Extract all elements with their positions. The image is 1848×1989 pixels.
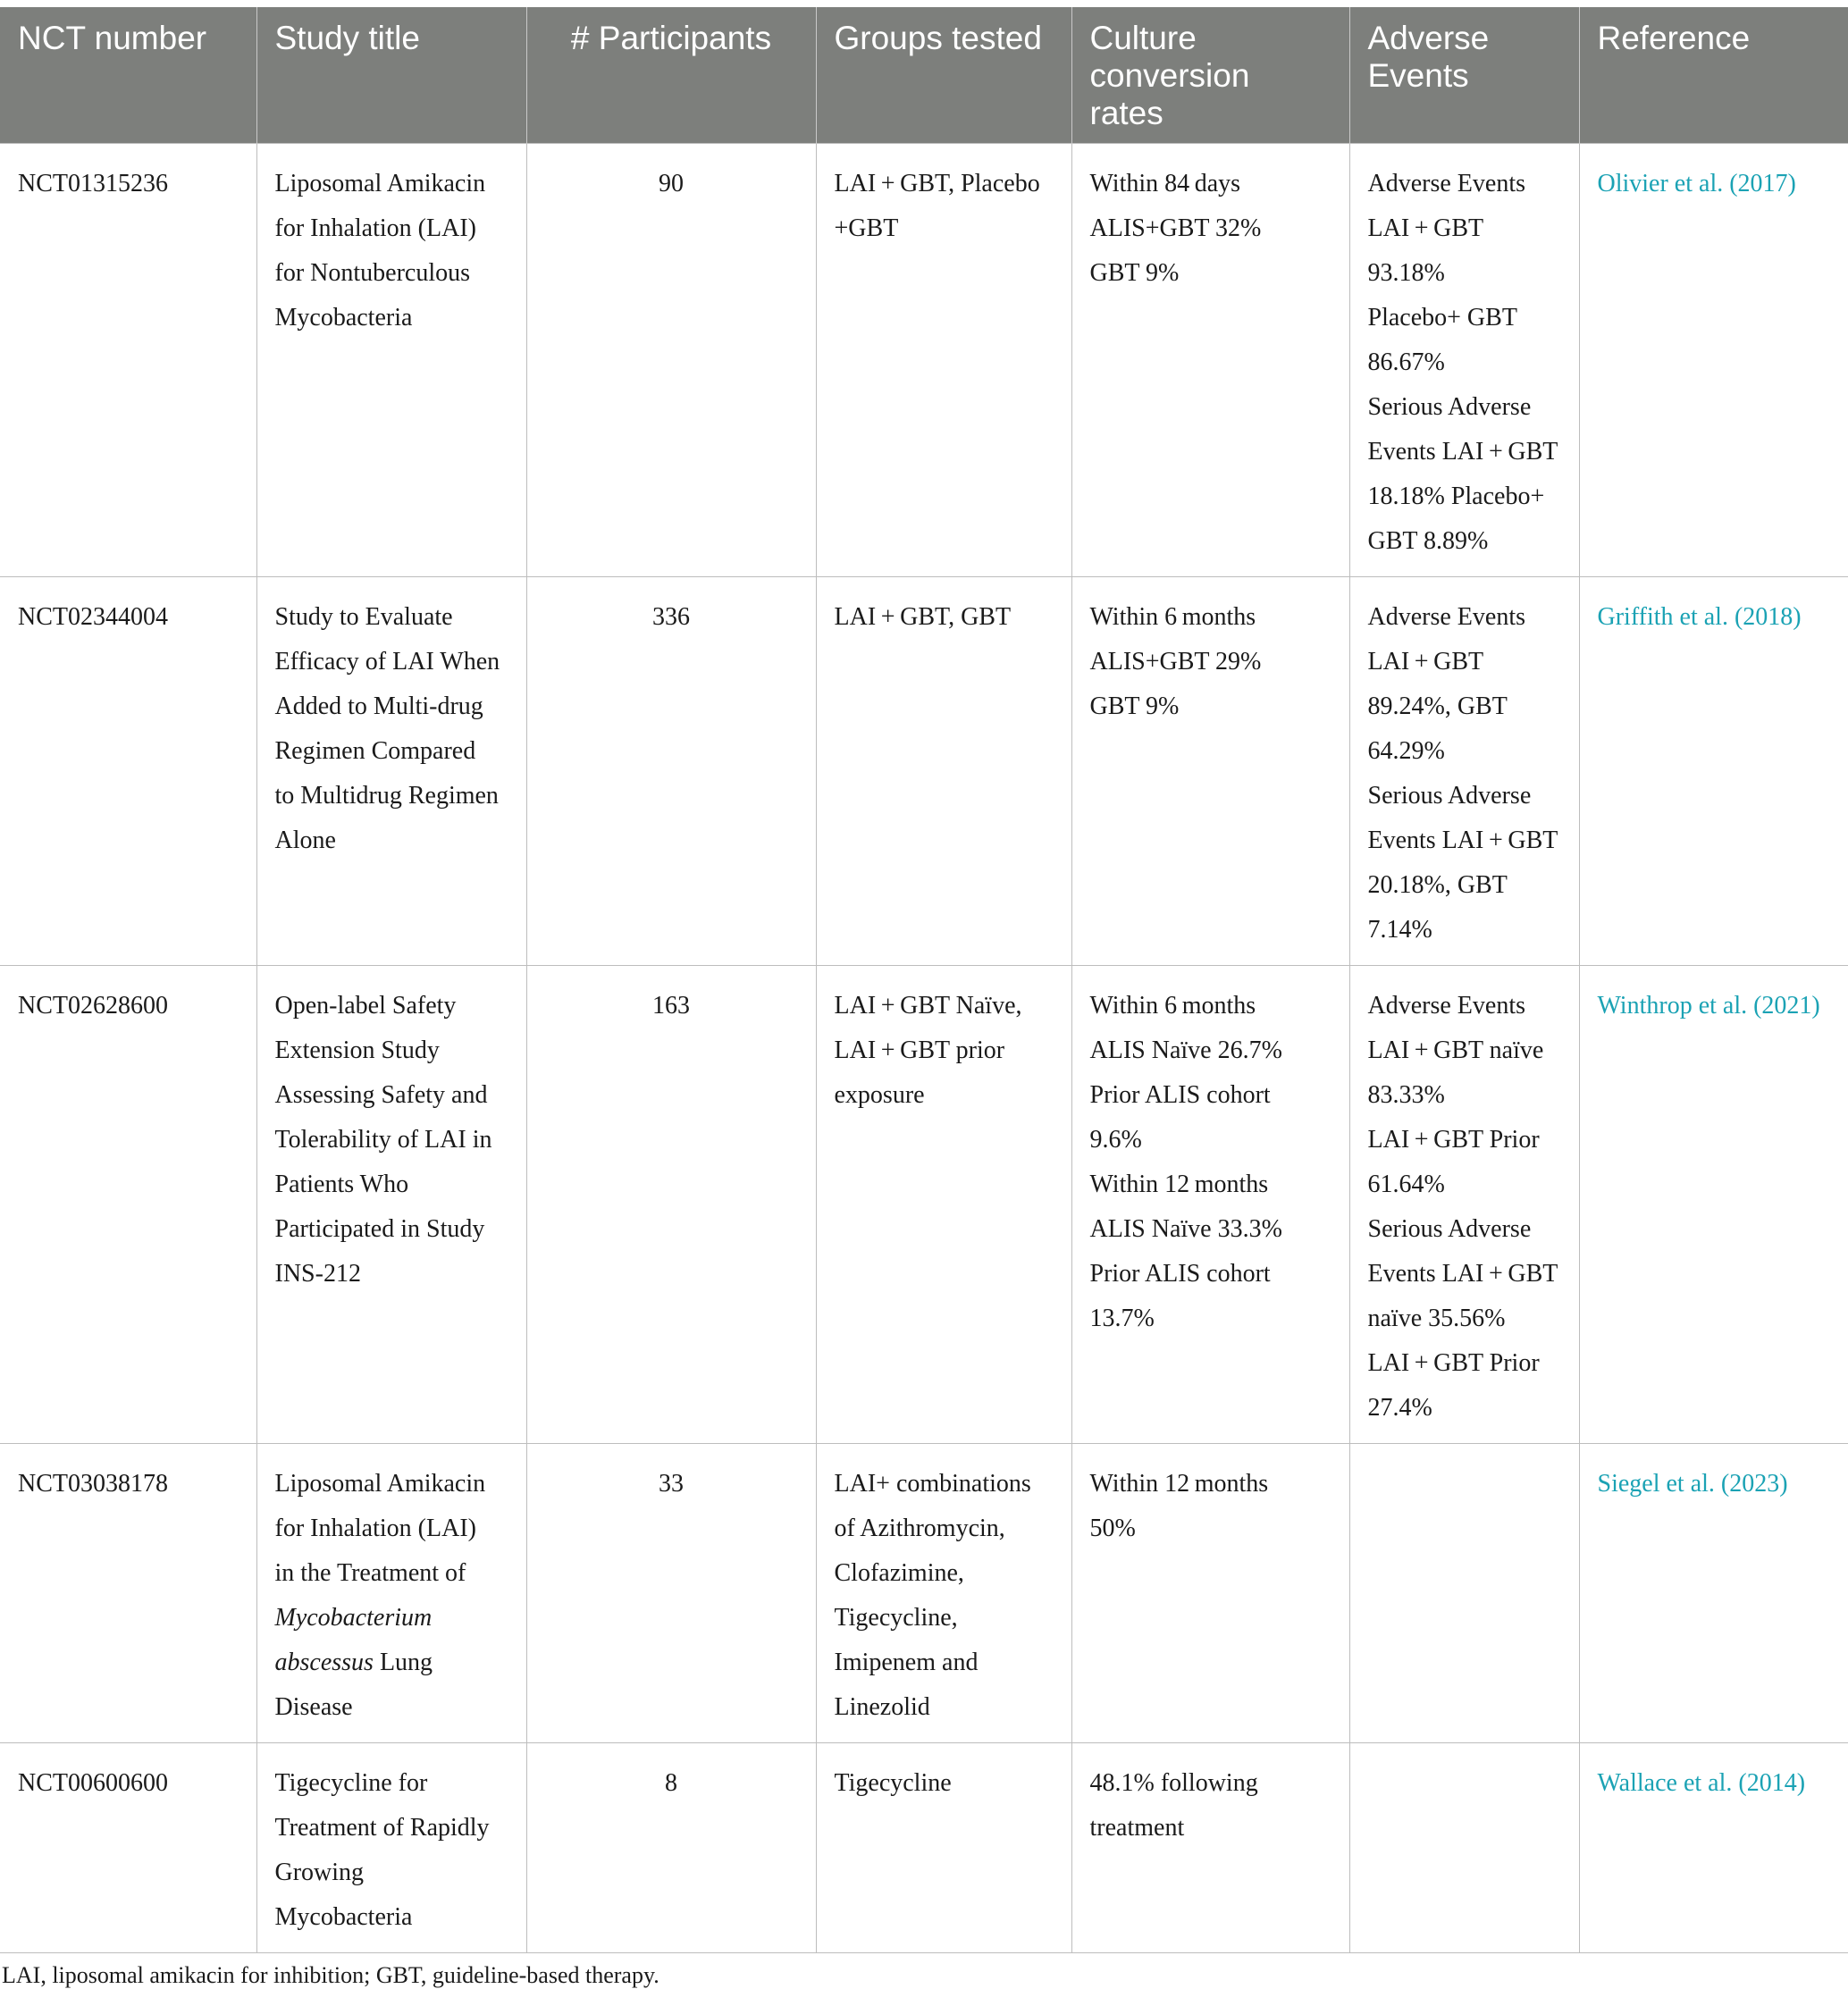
groups-line: exposure [834,1081,925,1109]
culture-conversion-cell [1071,966,1349,1444]
study-title-line: Study to Evaluate [274,603,453,631]
adverse-line: 83.33% [1367,1081,1445,1109]
study-title-line: Open-label Safety [274,992,457,1020]
reference-cell [1579,1444,1848,1743]
adverse-line: 20.18%, GBT [1367,871,1508,899]
nct-number-cell: NCT00600600 [0,1743,256,1953]
participants-cell: 163 [526,966,816,1444]
culture-conversion-cell [1071,1444,1349,1743]
culture-conversion-cell [1071,1743,1349,1953]
header-reference: Reference [1579,7,1848,144]
reference-link[interactable]: Siegel et al. (2023) [1597,1470,1788,1498]
culture-line: Within 12 months [1089,1171,1269,1198]
adverse-events-cell [1349,577,1579,966]
groups-tested-cell [816,144,1071,577]
study-title-line: Extension Study [274,1036,440,1064]
reference-cell [1579,1743,1848,1953]
groups-line: LAI+ combinations [834,1470,1031,1498]
table-footnote: LAI, liposomal amikacin for inhibition; GBT, guideline-based therapy. [2,1962,659,1988]
adverse-line: Adverse Events [1367,170,1526,197]
culture-line: Prior ALIS cohort [1089,1260,1271,1288]
culture-conversion-cell [1071,577,1349,966]
groups-tested-cell [816,966,1071,1444]
header-groups-tested: Groups tested [816,7,1071,144]
adverse-line: Serious Adverse [1367,393,1532,421]
groups-line: LAI + GBT Naïve, [834,992,1022,1020]
species-epithet: abscessus [274,1649,374,1676]
participants-cell: 33 [526,1444,816,1743]
culture-line: GBT 9% [1089,692,1180,720]
adverse-events-cell [1349,966,1579,1444]
study-title-line: for Nontuberculous [274,259,471,287]
adverse-line: Events LAI + GBT [1367,438,1558,466]
culture-line: Prior ALIS cohort [1089,1081,1271,1109]
adverse-line: Events LAI + GBT [1367,1260,1558,1288]
nct-number-cell: NCT02628600 [0,966,256,1444]
culture-line: 50% [1089,1515,1136,1542]
culture-line: Within 84 days [1089,170,1241,197]
culture-line: GBT 9% [1089,259,1180,287]
reference-link[interactable]: Winthrop et al. (2021) [1597,992,1820,1020]
study-title-fragment: Lung [373,1649,433,1676]
adverse-line: LAI + GBT Prior [1367,1349,1540,1377]
adverse-line: Events LAI + GBT [1367,827,1558,854]
header-participants: # Participants [526,7,816,144]
culture-line: 13.7% [1089,1305,1155,1332]
reference-cell [1579,966,1848,1444]
adverse-events-cell [1349,1444,1579,1743]
adverse-line: Adverse Events [1367,992,1526,1020]
study-title-cell [256,1743,526,1953]
study-title-line: Regimen Compared [274,737,476,765]
adverse-line: 89.24%, GBT [1367,692,1508,720]
study-title-line: Alone [274,827,336,854]
groups-line: Clofazimine, [834,1559,964,1587]
table-row [0,577,1848,966]
study-title-line [275,1596,508,1641]
study-title-line: in the Treatment of [274,1559,466,1587]
reference-cell [1579,577,1848,966]
table-row [0,1444,1848,1743]
adverse-line: 61.64% [1367,1171,1445,1198]
adverse-line: 27.4% [1367,1394,1432,1422]
study-title-line: Participated in Study [274,1215,485,1243]
table-row [0,966,1848,1444]
table-row [0,1743,1848,1953]
nct-number-cell: NCT01315236 [0,144,256,577]
study-title-line: Tolerability of LAI in [274,1126,492,1154]
study-title-line [275,1641,508,1685]
header-row [0,7,1848,144]
study-title-cell [256,144,526,577]
participants-cell: 90 [526,144,816,577]
culture-line: treatment [1089,1814,1185,1842]
groups-tested-cell [816,577,1071,966]
study-title-line: Liposomal Amikacin [274,170,486,197]
header-culture-conversion-rates: Culture conversion rates [1071,7,1349,144]
nct-number-cell: NCT02344004 [0,577,256,966]
groups-line: LAI + GBT, GBT [834,603,1012,631]
study-title-line: Efficacy of LAI When [274,648,500,676]
table-row [0,144,1848,577]
species-genus: Mycobacterium [274,1604,433,1632]
study-title-line: Tigecycline for [274,1769,428,1797]
adverse-events-cell [1349,1743,1579,1953]
groups-line: Tigecycline, [834,1604,958,1632]
culture-conversion-cell [1071,144,1349,577]
culture-line: Within 6 months [1089,992,1256,1020]
study-title-line: Growing [274,1859,365,1886]
study-title-line: Assessing Safety and [274,1081,488,1109]
adverse-line: 7.14% [1367,916,1432,944]
header-nct-number: NCT number [0,7,256,144]
culture-line: ALIS Naïve 26.7% [1089,1036,1282,1064]
groups-line: +GBT [834,214,899,242]
reference-cell [1579,144,1848,577]
groups-line: of Azithromycin, [834,1515,1005,1542]
adverse-line: Serious Adverse [1367,782,1532,810]
header-adverse-events: Adverse Events [1349,7,1579,144]
groups-line: Imipenem and [834,1649,979,1676]
groups-tested-cell [816,1444,1071,1743]
study-title-line: for Inhalation (LAI) [274,1515,476,1542]
culture-line: Within 12 months [1089,1470,1269,1498]
header-study-title: Study title [256,7,526,144]
adverse-line: 86.67% [1367,348,1445,376]
study-title-line: INS-212 [274,1260,361,1288]
study-title-line: Patients Who [274,1171,409,1198]
adverse-line: LAI + GBT Prior [1367,1126,1540,1154]
participants-cell: 336 [526,577,816,966]
participants-cell: 8 [526,1743,816,1953]
study-title-line: Treatment of Rapidly [274,1814,490,1842]
groups-line: LAI + GBT, Placebo [834,170,1040,197]
study-title-line: Liposomal Amikacin [274,1470,486,1498]
adverse-line: Serious Adverse [1367,1215,1532,1243]
culture-line: ALIS+GBT 32% [1089,214,1262,242]
study-title-line: Mycobacteria [274,304,413,332]
study-title-cell [256,577,526,966]
adverse-line: naïve 35.56% [1367,1305,1506,1332]
groups-line: Linezolid [834,1693,930,1721]
study-title-cell [256,1444,526,1743]
adverse-line: 64.29% [1367,737,1445,765]
groups-line: LAI + GBT prior [834,1036,1005,1064]
groups-line: Tigecycline [834,1769,952,1797]
study-title-line: for Inhalation (LAI) [274,214,476,242]
culture-line: Within 6 months [1089,603,1256,631]
adverse-line: Adverse Events [1367,603,1526,631]
clinical-trials-table [0,7,1848,1953]
study-title-line: Added to Multi-drug [274,692,483,720]
adverse-events-cell [1349,144,1579,577]
groups-tested-cell [816,1743,1071,1953]
study-title-line: Mycobacteria [274,1903,413,1931]
reference-link[interactable]: Wallace et al. (2014) [1597,1769,1806,1797]
adverse-line: GBT 8.89% [1367,527,1489,555]
culture-line: ALIS+GBT 29% [1089,648,1262,676]
adverse-line: LAI + GBT [1367,648,1484,676]
adverse-line: Placebo+ GBT [1367,304,1517,332]
nct-number-cell: NCT03038178 [0,1444,256,1743]
culture-line: 9.6% [1089,1126,1142,1154]
adverse-line: LAI + GBT 93.18% [1367,214,1483,287]
culture-line: ALIS Naïve 33.3% [1089,1215,1282,1243]
study-title-line: to Multidrug Regimen [274,782,499,810]
reference-link[interactable]: Olivier et al. (2017) [1597,170,1796,197]
culture-line: 48.1% following [1089,1769,1258,1797]
study-title-cell [256,966,526,1444]
reference-link[interactable]: Griffith et al. (2018) [1597,603,1802,631]
adverse-line: 18.18% Placebo+ [1367,483,1545,510]
study-title-line: Disease [274,1693,353,1721]
adverse-line: LAI + GBT naïve [1367,1036,1544,1064]
